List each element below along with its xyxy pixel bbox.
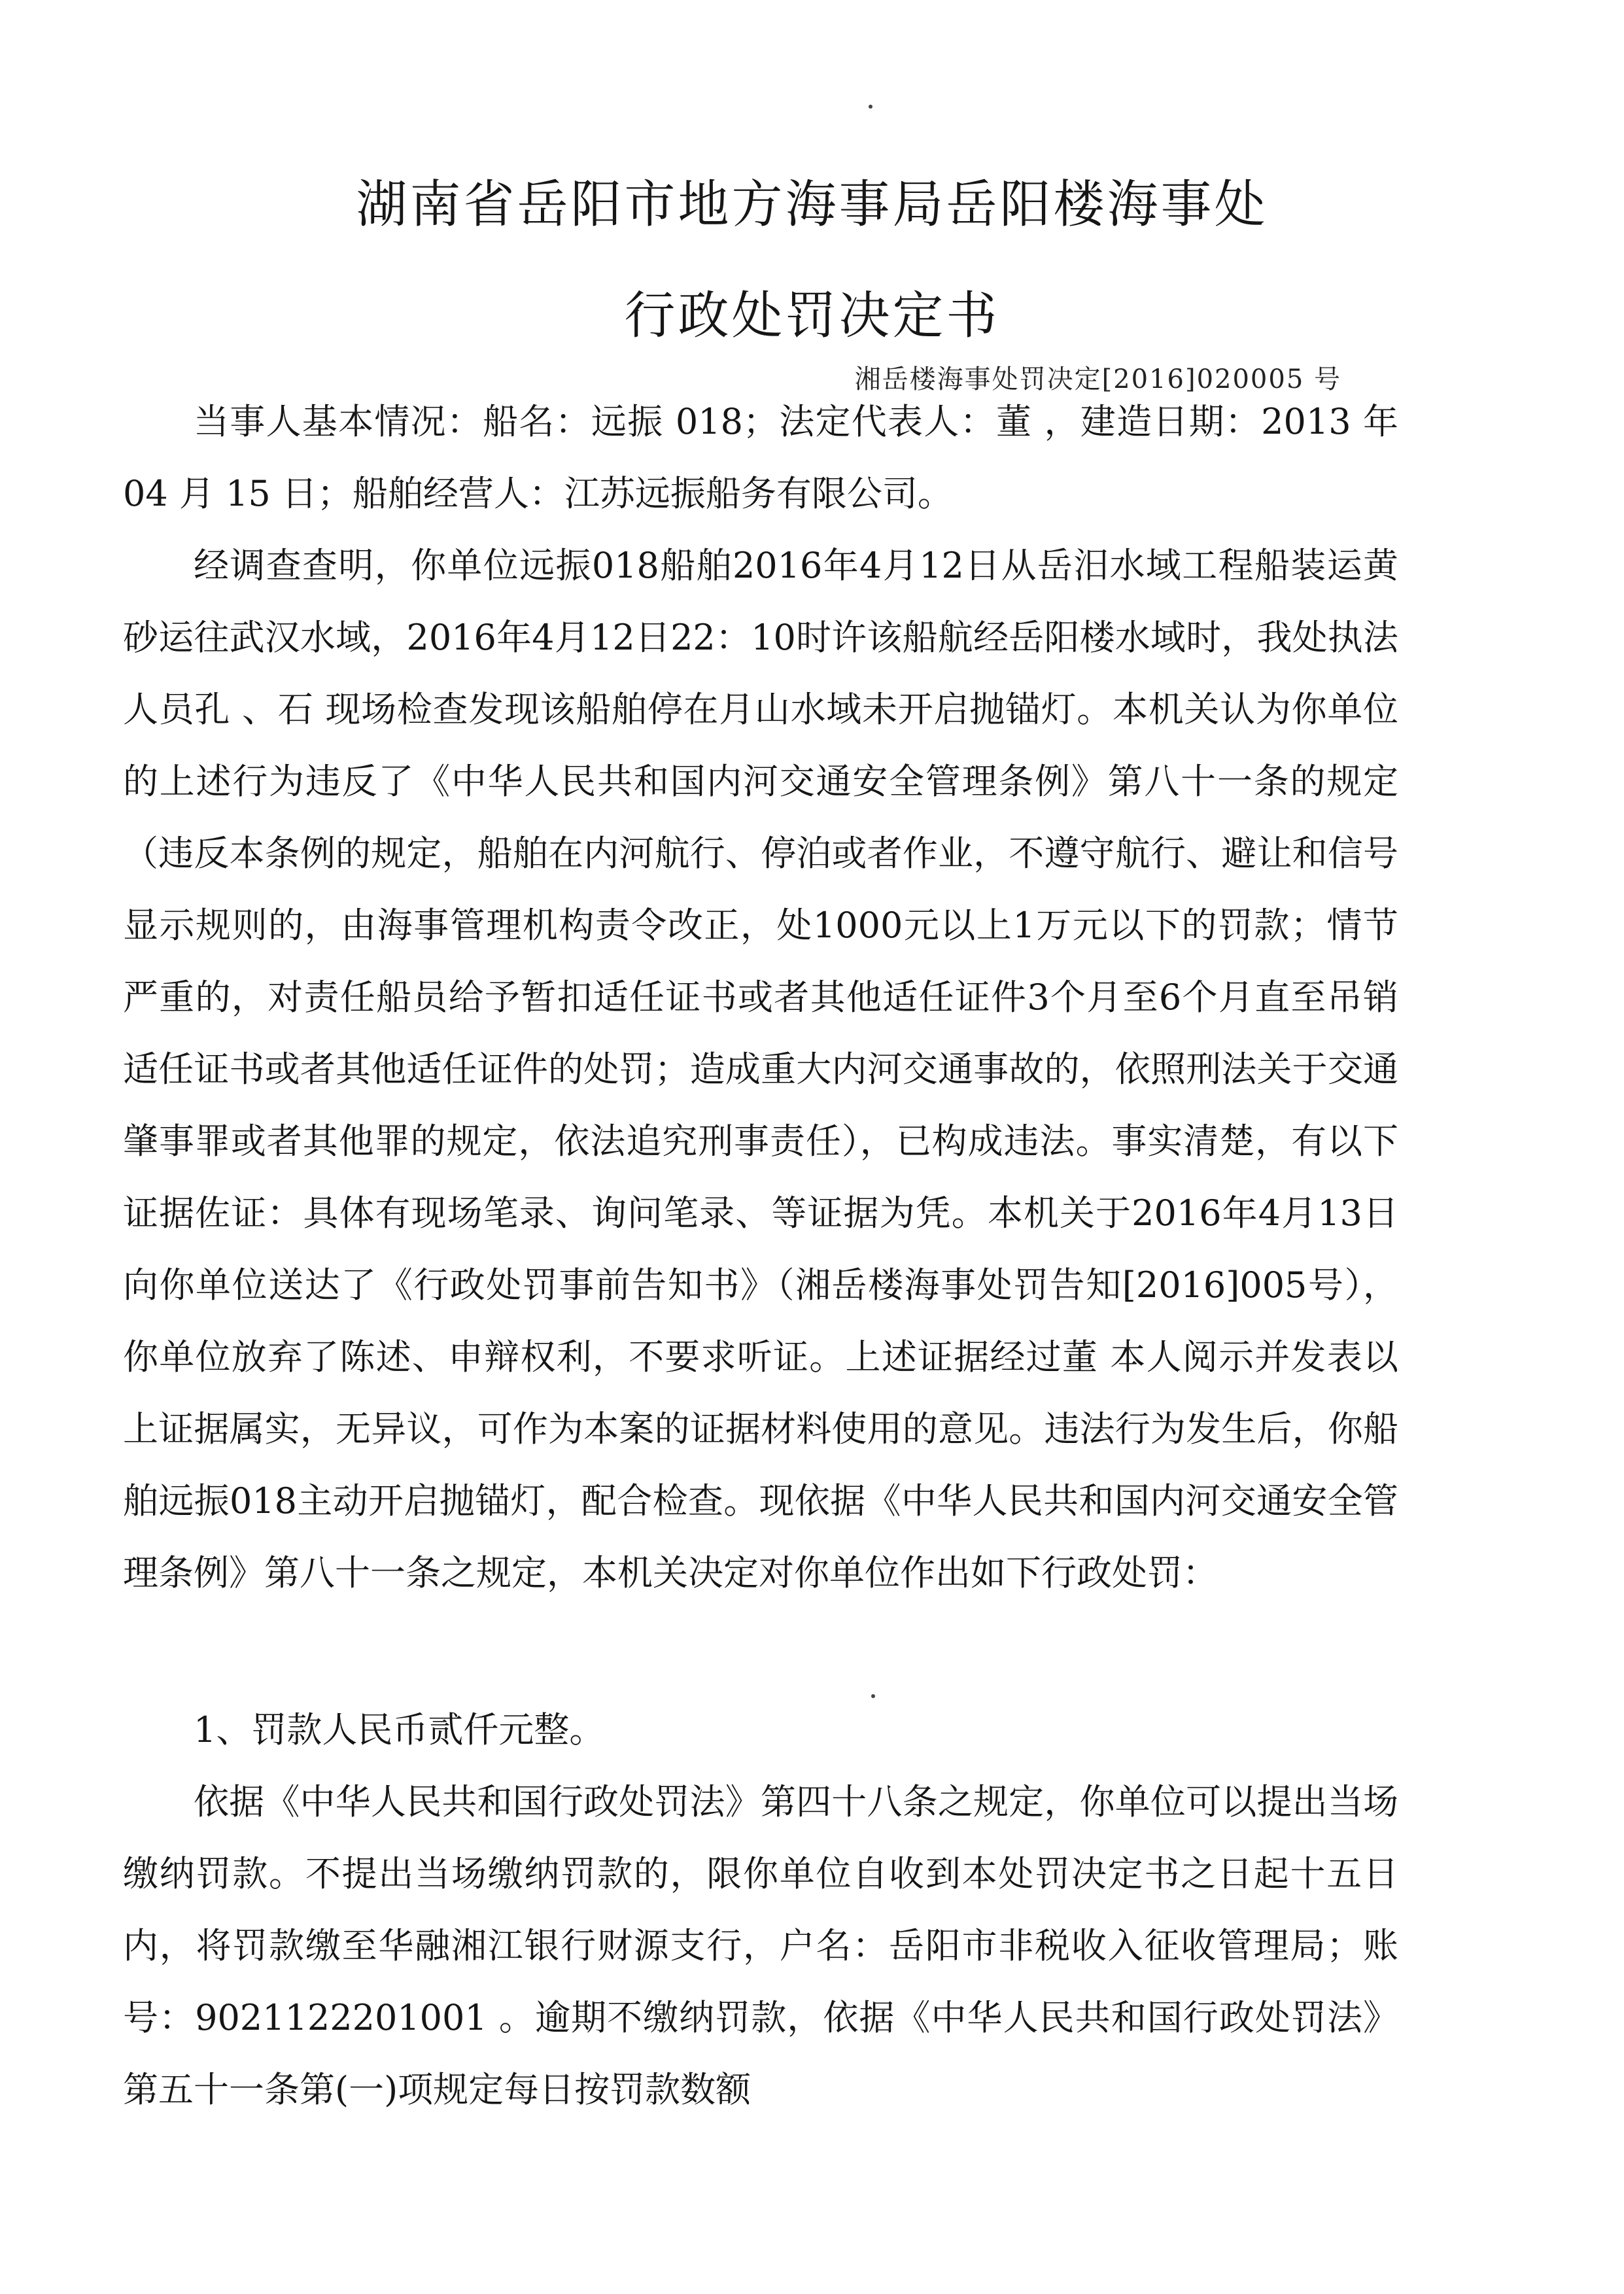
- document-number: 湘岳楼海事处罚决定[2016]020005 号: [854, 364, 1341, 394]
- facts-paragraph: 经调查查明，你单位远振018船舶2016年4月12日从岳汨水域工程船装运黄砂运往武汉水域，2016年4月12日22：10时许该船航经岳阳楼水域时，我处执法人员孔 、石 现场检查发现该船舶停在月山水域未开启抛锚灯。本机关认为你单位的上述行为违反了《中华人民共和国内河交通安全管理条例》第八十一条的规定（违反本条例的规定，船舶在内河航行、停泊或者作业，不遵守航行、避让和信号显示规则的，由海事管理机构责令改正，处1000元以上1万元以下的罚款；情节严重的，对责任船员给予暂扣适任证书或者其他适任证件3个月至6个月直至吊销适任证书或者其他适任证件的处罚；造成重大内河交通事故的，依照刑法关于交通肇事罪或者其他罪的规定，依法追究刑事责任），已构成违法。事实清楚，有以下证据佐证：具体有现场笔录、询问笔录、等证据为凭。本机关于2016年4月13日向你单位送达了《行政处罚事前告知书》（湘岳楼海事处罚告知[2016]005号），你单位放弃了陈述、申辩权利，不要求听证。上述证据经过董 本人阅示并发表以上证据属实，无异议，可作为本案的证据材料使用的意见。违法行为发生后，你船舶远振018主动开启抛锚灯，配合检查。现依据《中华人民共和国内河交通安全管理条例》第八十一条之规定，本机关决定对你单位作出如下行政处罚：: [123, 545, 1398, 1593]
- document-title-line1: 湖南省岳阳市地方海事局岳阳楼海事处: [356, 175, 1268, 234]
- penalty-item: 1、罚款人民币贰仟元整。: [194, 1709, 605, 1750]
- document-title-line2: 行政处罚决定书: [624, 287, 1000, 345]
- party-info-paragraph: 当事人基本情况：船名：远振 018；法定代表人：董 ，建造日期：2013 年 04 月 15 日；船舶经营人：江苏远振船务有限公司。: [123, 401, 1398, 514]
- payment-paragraph: 依据《中华人民共和国行政处罚法》第四十八条之规定，你单位可以提出当场缴纳罚款。不提出当场缴纳罚款的，限你单位自收到本处罚决定书之日起十五日内，将罚款缴至华融湘江银行财源支行，户名：岳阳市非税收入征收管理局；账号：9021122201001 。逾期不缴纳罚款，依据《中华人民共和国行政处罚法》第五十一条第(一)项规定每日按罚款数额: [123, 1781, 1398, 2110]
- scan-speck: [869, 105, 872, 109]
